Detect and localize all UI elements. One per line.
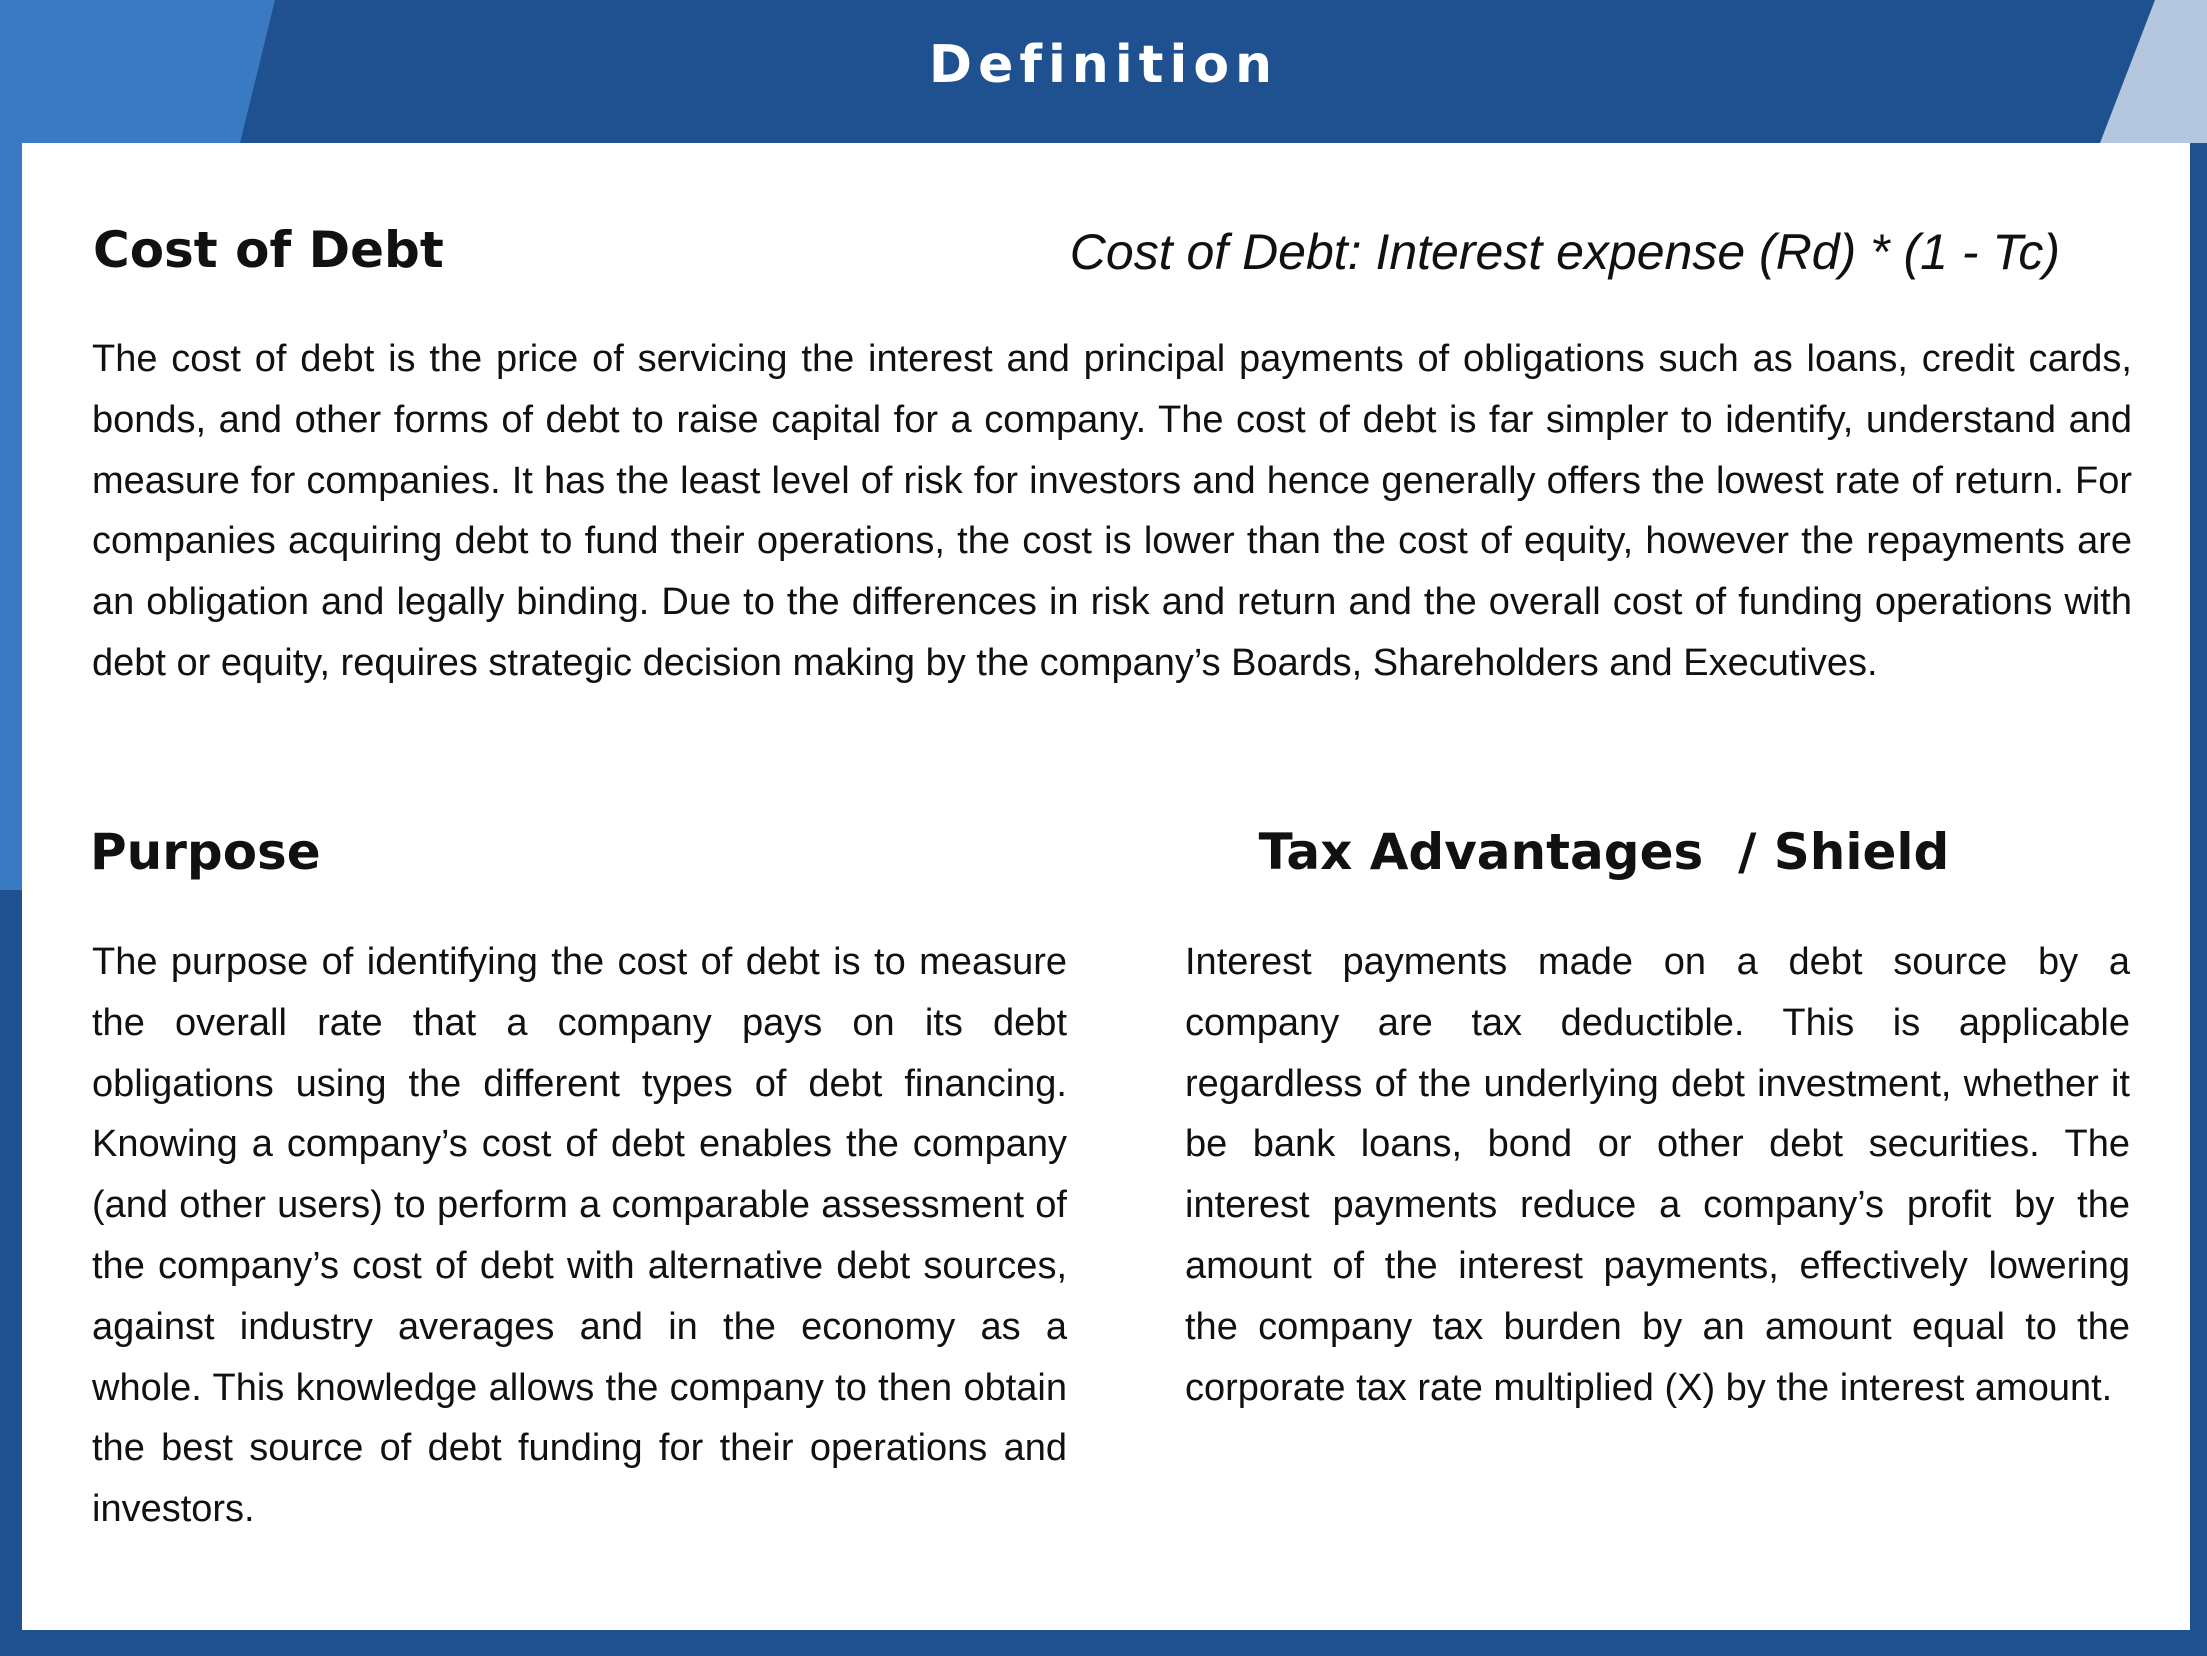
purpose-heading: Purpose [90, 823, 321, 881]
cost-of-debt-formula: Cost of Debt: Interest expense (Rd) * (1 - Tc) [1069, 224, 2060, 280]
content-panel [22, 143, 2190, 1630]
tax-advantages-heading: Tax Advantages / Shield [1258, 823, 1950, 881]
page-title: Definition [928, 35, 1279, 95]
cost-of-debt-heading: Cost of Debt [93, 221, 444, 279]
cost-of-debt-body: The cost of debt is the price of servicing the interest and principal payments of obligations such as loans, credit cards, bonds, and other forms of debt to raise capital for a company. The cost of debt is far simpler to identify, understand and measure for companies. It has the least level of risk for investors and hence generally offers the lowest rate of return. For companies acquiring debt to fund their operations, the cost is lower than the cost of equity, however the repayments are an obligation and legally binding. Due to the differences in risk and return and the overall cost of funding operations with debt or equity, requires strategic decision making by the company’s Boards, Shareholders and Executives. [92, 338, 2132, 684]
purpose-body: The purpose of identifying the cost of debt is to measure the overall rate that a company pays on its debt obligations using the different types of debt financing. Knowing a company’s cost of debt enables the company (and other users) to perform a comparable assessment of the company’s cost of debt with alternative debt sources, against industry averages and in the economy as a whole. This knowledge allows the company to then obtain the best source of debt funding for their operations and investors. [92, 941, 1067, 1531]
tax-advantages-body: Interest payments made on a debt source by a company are tax deductible. This is applicable regardless of the underlying debt investment, whether it be bank loans, bond or other debt securities. The interest payments reduce a company’s profit by the amount of the interest payments, effectively lowering the company tax burden by an amount equal to the corporate tax rate multiplied (X) by the interest amount. [1185, 941, 2130, 1409]
